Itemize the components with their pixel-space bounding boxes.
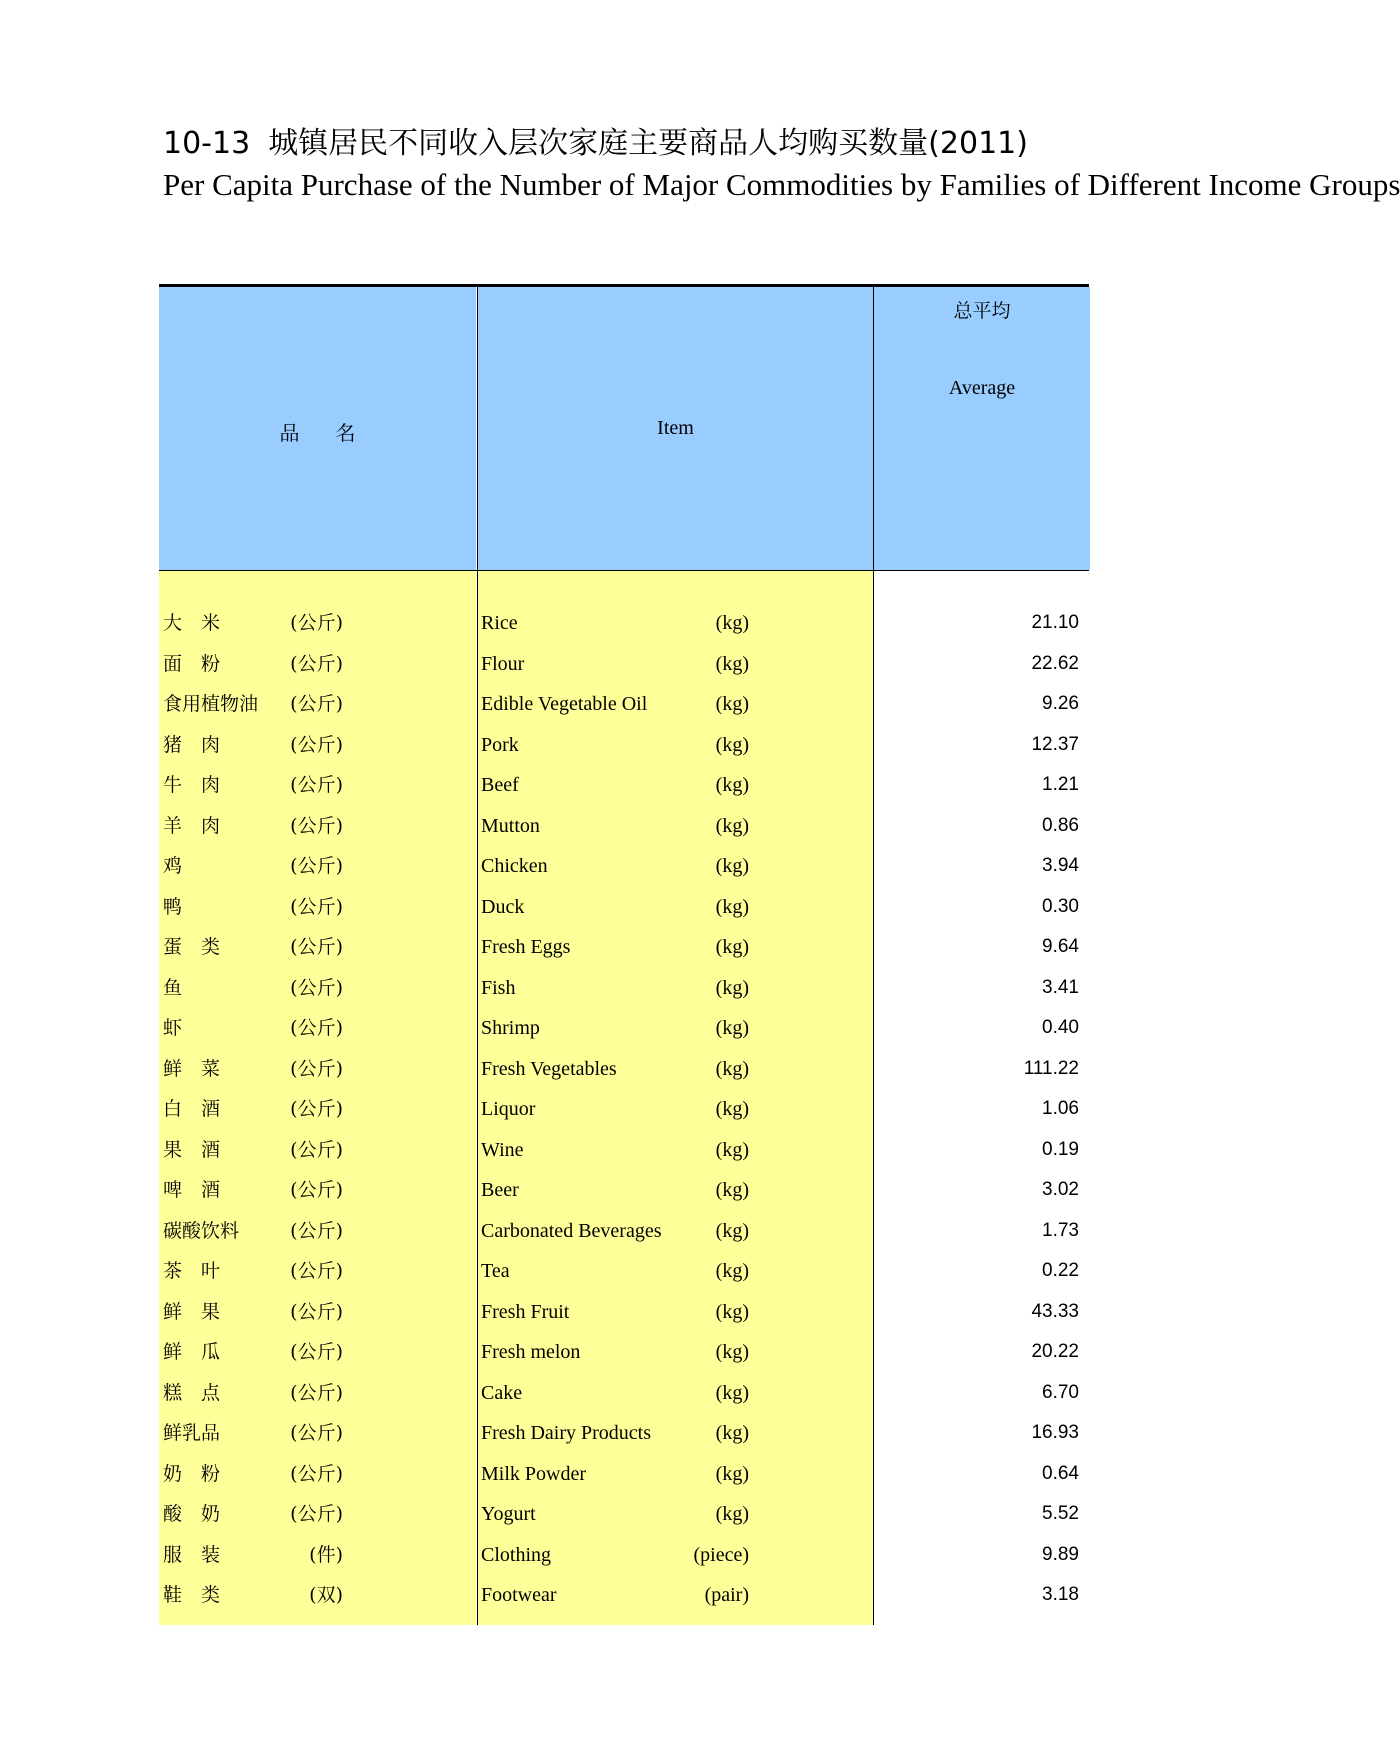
row-unit-zh: (公斤) [290,652,343,675]
row-item-en: Fresh melon [481,1341,581,1363]
row-unit-en: (kg) [715,1422,749,1444]
row-average-value: 6.70 [1042,1381,1079,1403]
row-item-en: Cake [481,1381,523,1404]
row-unit-en: (kg) [715,1098,749,1120]
table-row [159,1413,1089,1454]
row-unit-en: (kg) [715,976,749,999]
data-table [159,284,1089,1625]
row-item-en: Carbonated Beverages [481,1219,662,1242]
row-unit-en: (kg) [715,1341,749,1363]
row-item-en: Fish [481,976,516,999]
row-unit-en: (kg) [715,1179,749,1201]
page-title-en: Per Capita Purchase of the Number of Major Commodities by Families of Different Income Groups [163,167,1400,202]
row-average-value: 0.19 [1042,1138,1079,1160]
row-item-en: Flour [481,652,525,675]
row-name-zh: 蛋 类 [163,936,221,958]
row-name-zh: 服 装 [163,1543,221,1566]
row-name-zh: 鲜乳品 [163,1422,221,1444]
table-row [159,1575,1089,1616]
table-row [159,765,1089,806]
row-item-en: Rice [481,612,518,634]
row-name-zh: 羊 肉 [163,814,221,837]
row-average-value: 3.41 [1042,976,1079,998]
row-item-en: Beer [481,1179,519,1201]
table-row [159,968,1089,1009]
table-row [159,1170,1089,1211]
row-average-value: 0.86 [1042,814,1079,836]
row-item-en: Mutton [481,814,540,837]
row-unit-zh: (公斤) [290,855,343,877]
row-unit-zh: (公斤) [290,693,343,715]
table-row [159,1089,1089,1130]
row-name-zh: 碳酸饮料 [163,1219,240,1242]
row-unit-en: (kg) [715,1138,749,1161]
header-item-cell [477,287,873,570]
header-name-zh-cell [159,287,476,570]
row-item-en: Wine [481,1138,524,1161]
row-unit-en: (kg) [715,1057,749,1080]
row-average-value: 12.37 [1031,733,1079,755]
row-item-en: Fresh Vegetables [481,1057,617,1080]
row-average-value: 1.06 [1042,1098,1079,1119]
row-unit-zh: (公斤) [290,612,343,634]
row-name-zh: 食用植物油 [163,693,259,715]
table-row [159,1535,1089,1576]
row-name-zh: 鲜 菜 [163,1057,221,1080]
row-item-en: Fresh Dairy Products [481,1422,651,1444]
row-unit-en: (piece) [693,1543,749,1566]
row-unit-zh: (公斤) [290,1219,343,1242]
table-row [159,846,1089,887]
row-average-value: 0.30 [1042,895,1079,917]
table-header [159,287,1089,570]
row-average-value: 21.10 [1031,612,1079,633]
row-unit-zh: (公斤) [290,895,343,918]
table-row [159,1049,1089,1090]
row-unit-zh: (公斤) [290,1422,343,1444]
row-average-value: 1.21 [1042,774,1079,795]
table-row [159,1454,1089,1495]
row-name-zh: 虾 [163,1017,183,1039]
row-name-zh: 鸭 [163,895,183,918]
title-zh-text: 城镇居民不同收入层次家庭主要商品人均购买数量(2011) [268,126,1028,161]
table-row [159,1292,1089,1333]
row-unit-en: (kg) [715,693,749,715]
row-name-zh: 鱼 [163,976,183,999]
row-name-zh: 果 酒 [163,1138,221,1161]
table-row [159,603,1089,644]
row-unit-en: (kg) [715,1300,749,1323]
row-item-en: Footwear [481,1584,557,1606]
row-unit-en: (kg) [715,1017,749,1039]
table-body [159,571,1089,1625]
row-item-en: Fresh Eggs [481,936,571,958]
row-unit-zh: (件) [309,1543,343,1566]
row-average-value: 0.22 [1042,1260,1079,1281]
row-unit-en: (pair) [704,1584,749,1606]
row-average-value: 9.89 [1042,1543,1079,1565]
table-row [159,1251,1089,1292]
row-unit-en: (kg) [715,936,749,958]
row-average-value: 16.93 [1031,1422,1079,1443]
row-unit-en: (kg) [715,1462,749,1485]
row-average-value: 111.22 [1023,1057,1079,1079]
table-row [159,1332,1089,1373]
table-row [159,887,1089,928]
row-item-en: Shrimp [481,1017,540,1039]
row-name-zh: 鞋 类 [163,1584,221,1606]
row-unit-en: (kg) [715,1260,749,1282]
row-unit-en: (kg) [715,814,749,837]
row-unit-zh: (公斤) [290,733,343,756]
row-item-en: Liquor [481,1098,536,1120]
row-unit-zh: (公斤) [290,1017,343,1039]
row-unit-en: (kg) [715,652,749,675]
row-name-zh: 茶 叶 [163,1260,221,1282]
row-unit-zh: (公斤) [290,1462,343,1485]
table-row [159,927,1089,968]
row-unit-zh: (公斤) [290,1179,343,1201]
row-item-en: Duck [481,895,525,918]
row-unit-zh: (公斤) [290,1138,343,1161]
row-item-en: Yogurt [481,1503,536,1525]
row-unit-zh: (双) [309,1584,343,1606]
table-row [159,806,1089,847]
table-number: 10-13 [163,126,251,161]
row-unit-en: (kg) [715,855,749,877]
row-item-en: Chicken [481,855,548,877]
row-unit-zh: (公斤) [290,1341,343,1363]
row-name-zh: 牛 肉 [163,774,221,796]
row-name-zh: 酸 奶 [163,1503,221,1525]
row-name-zh: 猪 肉 [163,733,221,756]
row-item-en: Tea [481,1260,510,1282]
row-name-zh: 鲜 瓜 [163,1341,221,1363]
row-unit-zh: (公斤) [290,1381,343,1404]
table-row [159,1373,1089,1414]
table-row [159,644,1089,685]
row-unit-zh: (公斤) [290,936,343,958]
row-average-value: 0.40 [1042,1017,1079,1038]
row-unit-zh: (公斤) [290,976,343,999]
row-item-en: Edible Vegetable Oil [481,693,648,715]
table-row [159,1130,1089,1171]
row-average-value: 3.02 [1042,1179,1079,1200]
table-row [159,1494,1089,1535]
row-name-zh: 白 酒 [163,1098,221,1120]
row-unit-zh: (公斤) [290,1300,343,1323]
header-average-zh: 总平均 [953,300,1011,322]
row-average-value: 1.73 [1042,1219,1079,1241]
row-item-en: Milk Powder [481,1462,586,1485]
table-row [159,684,1089,725]
row-unit-zh: (公斤) [290,814,343,837]
row-name-zh: 糕 点 [163,1381,221,1404]
row-unit-en: (kg) [715,895,749,918]
table-row [159,1008,1089,1049]
row-average-value: 3.18 [1042,1584,1079,1605]
row-unit-en: (kg) [715,1503,749,1525]
row-unit-zh: (公斤) [290,1260,343,1282]
row-average-value: 9.64 [1042,936,1079,957]
row-average-value: 5.52 [1042,1503,1079,1524]
header-name-zh: 品名 [279,421,392,445]
row-name-zh: 鲜 果 [163,1300,221,1323]
page-title-zh [163,124,1088,164]
row-unit-en: (kg) [715,774,749,796]
row-average-value: 0.64 [1042,1462,1079,1484]
table-row [159,1211,1089,1252]
row-average-value: 20.22 [1031,1341,1079,1362]
row-name-zh: 面 粉 [163,652,221,675]
row-average-value: 3.94 [1042,855,1079,876]
table-row [159,725,1089,766]
row-item-en: Clothing [481,1543,552,1566]
row-unit-en: (kg) [715,733,749,756]
row-average-value: 43.33 [1031,1300,1079,1322]
header-average-en: Average [948,377,1016,399]
row-name-zh: 鸡 [163,855,183,877]
row-unit-zh: (公斤) [290,1098,343,1120]
row-average-value: 22.62 [1031,652,1079,674]
row-unit-en: (kg) [715,612,749,634]
row-unit-en: (kg) [715,1219,749,1242]
row-name-zh: 啤 酒 [163,1179,221,1201]
row-name-zh: 大 米 [163,612,221,634]
row-average-value: 9.26 [1042,693,1079,714]
header-average-cell [873,287,1090,570]
row-item-en: Fresh Fruit [481,1300,570,1323]
row-unit-zh: (公斤) [290,774,343,796]
row-item-en: Beef [481,774,519,796]
row-unit-zh: (公斤) [290,1503,343,1525]
header-item-en: Item [657,417,694,439]
row-name-zh: 奶 粉 [163,1462,221,1485]
row-unit-en: (kg) [715,1381,749,1404]
row-unit-zh: (公斤) [290,1057,343,1080]
row-item-en: Pork [481,733,519,756]
table-rows [159,603,1089,1616]
